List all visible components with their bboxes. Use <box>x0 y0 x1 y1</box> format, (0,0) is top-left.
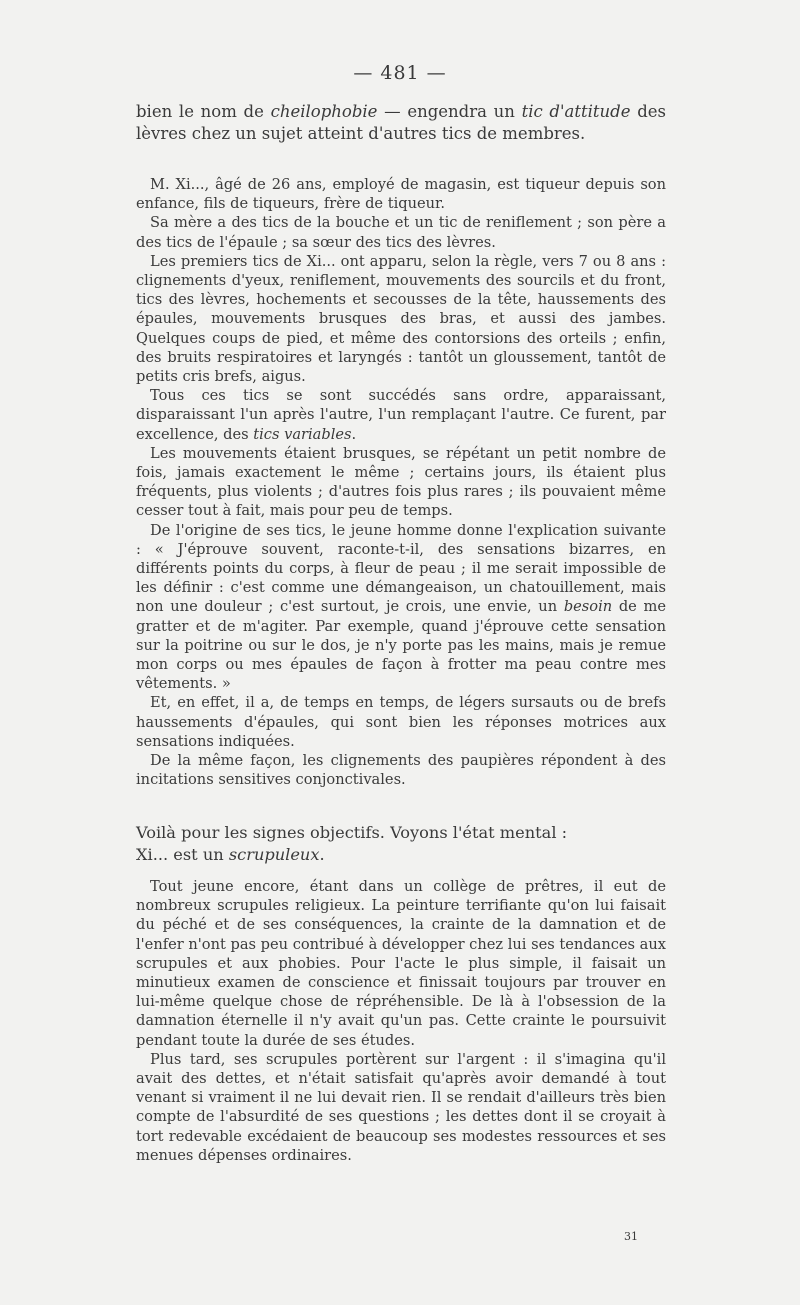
paragraph <box>136 386 666 444</box>
mental-state-description <box>136 877 666 1165</box>
intro-text-c: des lèvres chez un sujet atteint d'autres tics de membres. <box>136 102 666 143</box>
signature-mark: 31 <box>624 1230 638 1243</box>
paragraph-text: de me gratter et de m'agiter. Par exemple, quand j'éprouve cette sensation sur la poitrine ou sur le dos, je n'y porte pas les mains, mais je remue mon corps ou mes épaules de façon à frotter ma peau contre mes vêtements. » <box>136 598 666 693</box>
intro-text-b: — engendra un <box>377 102 522 121</box>
term-scrupuleux: scrupuleux <box>228 845 320 864</box>
section-text: Xi... est un <box>136 845 229 864</box>
term-besoin: besoin <box>563 598 613 616</box>
paragraph: Tout jeune encore, étant dans un collège de prêtres, il eut de nombreux scrupules religieux. La peinture terrifiante qu'on lui faisait du péché et de ses conséquences, la crainte de la damnation et de l'enfer n'ont pas peu contribué à développer chez lui ses tendances aux scrupules et aux phobies. Pour l'acte le plus simple, il faisait un minutieux examen de conscience et finissait toujours par trouver en lui-même quelque chose de répréhensible. De là à l'obsession de la damnation éternelle il n'y avait qu'un pas. Cette crainte le poursuivit pendant toute la durée de ses études. <box>136 878 666 1049</box>
paragraph-text: De l'origine de ses tics, le jeune homme donne l'explication suivante : « J'éprouve souvent, raconte-t-il, des sensations bizarres, en différents points du corps, à fleur de peau ; il me serait impossible de les définir : c'est comme une démangeaison, un chatouillement, mais non une douleur ; c'est surtout, je crois, une envie, un <box>136 521 666 616</box>
paragraph: Et, en effet, il a, de temps en temps, de légers sursauts ou de brefs haussements d'épaules, qui sont bien les réponses motrices aux sensations indiquées. <box>136 694 666 750</box>
term-tics-variables: tics variables <box>253 425 352 443</box>
section-heading <box>136 822 666 866</box>
case-description <box>136 175 666 790</box>
term-tic-attitude: tic d'attitude <box>521 102 631 121</box>
term-cheilophobie: cheilophobie <box>270 102 378 121</box>
paragraph: Plus tard, ses scrupules portèrent sur l'argent : il s'imagina qu'il avait des dettes, et n'était satisfait qu'après avoir demandé à tout venant si vraiment il ne lui devait rien. Il se rendait d'ailleurs très bien compte de l'absurdité de ses questions ; les dettes dont il se croyait à tort redevable excédaient de beaucoup ses modestes ressources et ses menues dépenses ordinaires. <box>136 1050 666 1164</box>
paragraph-text: . <box>351 425 357 443</box>
paragraph: Sa mère a des tics de la bouche et un tic de reniflement ; son père a des tics de l'épaule ; sa sœur des tics des lèvres. <box>136 214 666 251</box>
intro-paragraph <box>136 101 666 145</box>
section-text: . <box>319 845 325 864</box>
section-line-1: Voilà pour les signes objectifs. Voyons l'état mental : <box>136 823 568 842</box>
paragraph-text: Tous ces tics se sont succédés sans ordre, apparaissant, disparaissant l'un après l'autre, l'un remplaçant l'autre. Ce furent, par excellence, des <box>136 387 666 443</box>
paragraph: Les mouvements étaient brusques, se répétant un petit nombre de fois, jamais exactement le même ; certains jours, ils étaient plus fréquents, plus violents ; d'autres fois plus rares ; ils pouvaient même cesser tout à fait, mais pour peu de temps. <box>136 444 666 520</box>
paragraph: M. Xi..., âgé de 26 ans, employé de magasin, est tiqueur depuis son enfance, fils de tiqueurs, frère de tiqueur. <box>136 176 666 213</box>
intro-text <box>136 101 666 145</box>
page-number: — 481 — <box>353 62 447 84</box>
intro-text-a: bien le nom de <box>136 102 271 121</box>
section-line-2 <box>136 844 666 866</box>
paragraph: Les premiers tics de Xi... ont apparu, selon la règle, vers 7 ou 8 ans : clignements d'yeux, reniflement, mouvements des sourcils et du front, tics des lèvres, hochements et secousses de la tête, haussements des épaules, mouvements brusques des bras, et aussi des jambes. Quelques coups de pied, et même des contorsions des orteils ; enfin, des bruits respiratoires et laryngés : tantôt un gloussement, tantôt de petits cris brefs, aigus. <box>136 252 666 386</box>
paragraph <box>136 521 666 694</box>
paragraph: De la même façon, les clignements des paupières répondent à des incitations sensitives conjonctivales. <box>136 752 666 789</box>
